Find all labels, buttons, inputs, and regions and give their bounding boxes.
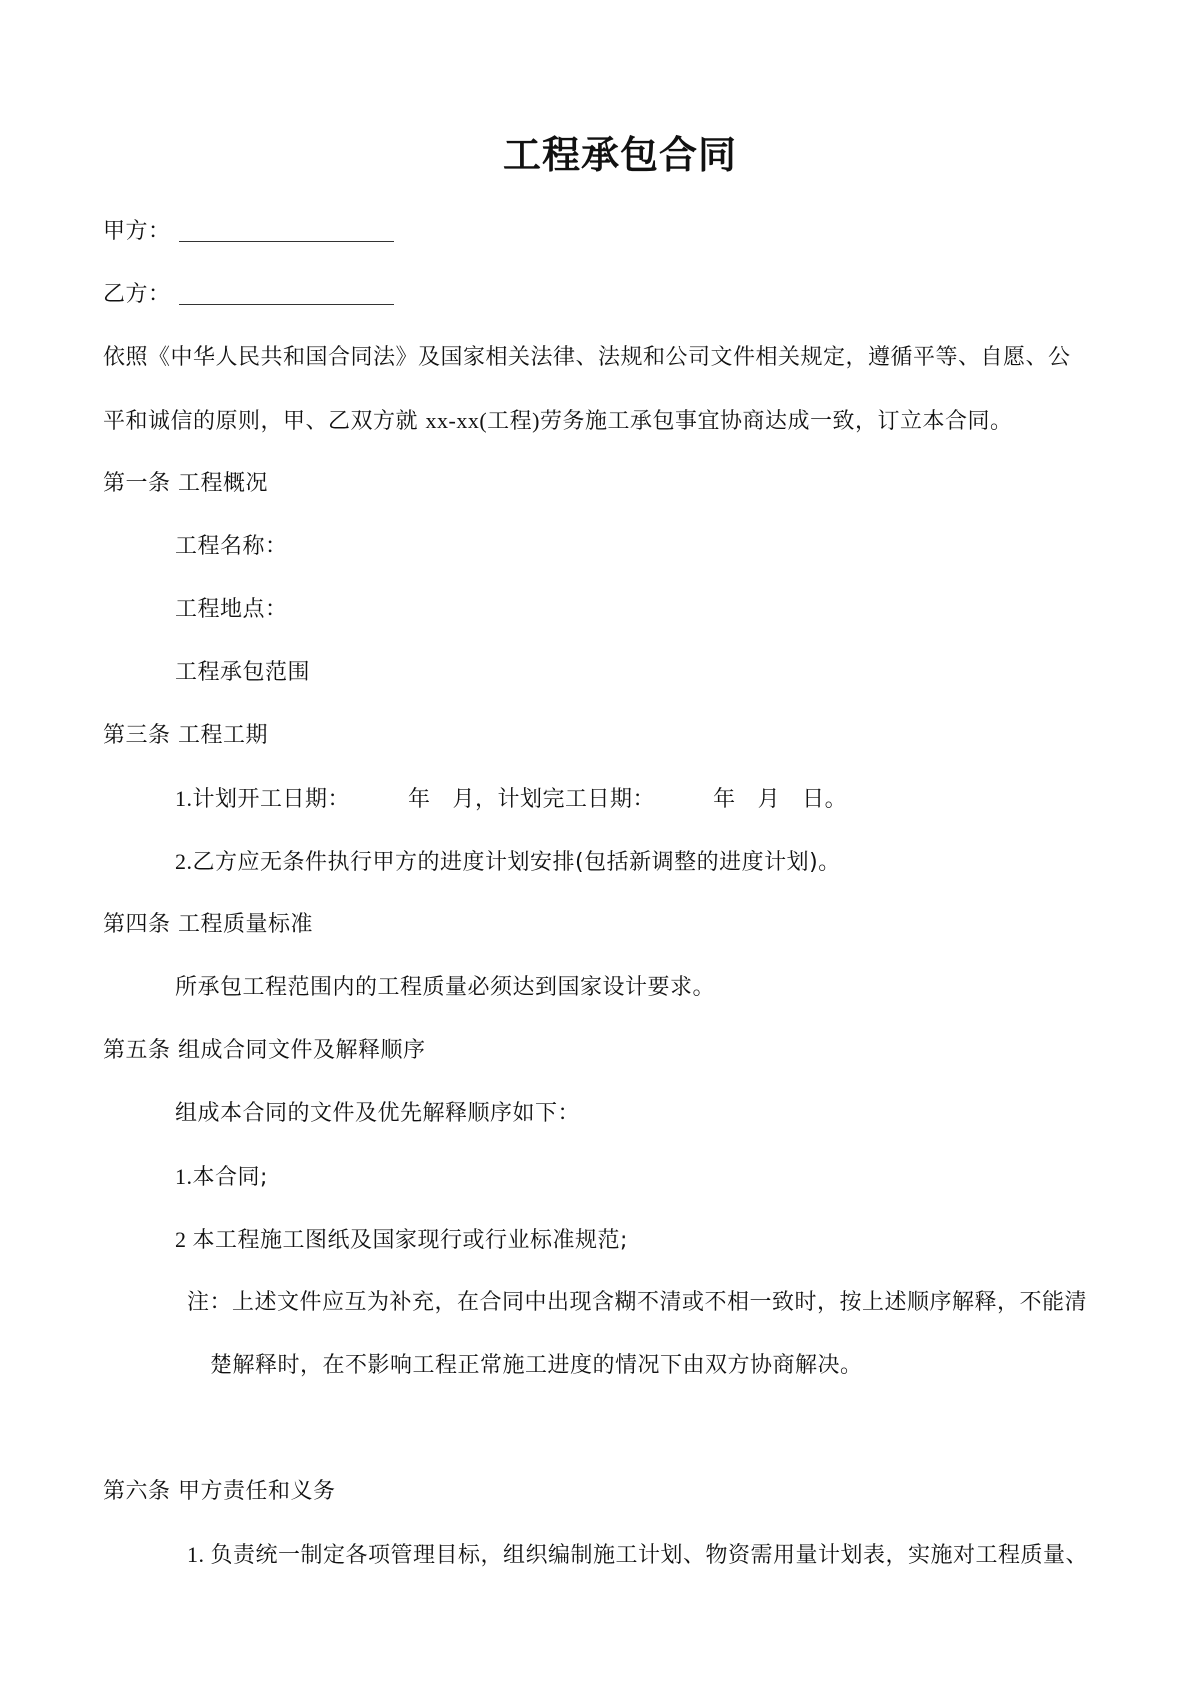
list-item-number: 1. [187, 1542, 211, 1567]
preamble-line-1: 依照《中华人民共和国合同法》及国家相关法律、法规和公司文件相关规定，遵循平等、自愿、公 [103, 345, 1071, 370]
list-item-text: 负责统一制定各项管理目标，组织编制施工计划、物资需用量计划表，实施对工程质量、 [210, 1543, 1089, 1568]
schedule-item-2-number: 2. [175, 849, 193, 874]
documents-note-line-2: 楚解释时，在不影响工程正常施工进度的情况下由双方协商解决。 [210, 1353, 863, 1378]
end-year-label: 年 [713, 787, 736, 812]
article-6-heading: 第六条 甲方责任和义务 [103, 1479, 336, 1504]
start-date-label: 计划开工日期： [192, 787, 351, 812]
list-item-text: 本工程施工图纸及国家现行或行业标准规范; [192, 1228, 628, 1253]
project-scope-label: 工程承包范围 [175, 660, 311, 685]
end-month-label: 月 [757, 787, 781, 812]
list-item-text: 本合同; [192, 1165, 268, 1190]
preamble-project-word: 工程 [487, 409, 533, 434]
list-item-number: 1. [175, 1164, 193, 1189]
party-a-line [103, 217, 394, 247]
start-month-label: 月， [452, 787, 498, 812]
article-1-heading: 第一条 工程概况 [103, 471, 268, 496]
schedule-item-2 [175, 847, 841, 878]
article-4-heading: 第四条 工程质量标准 [103, 912, 313, 937]
document-title: 工程承包合同 [502, 133, 737, 177]
end-day-label: 日。 [802, 787, 848, 812]
project-location-label: 工程地点： [175, 597, 288, 622]
preamble-text-before: 平和诚信的原则，甲、乙双方就 [103, 409, 426, 434]
preamble-line-2 [103, 406, 1013, 437]
article-5-heading: 第五条 组成合同文件及解释顺序 [103, 1038, 426, 1063]
schedule-item-2-text: 乙方应无条件执行甲方的进度计划安排 [192, 850, 576, 875]
documents-intro-text: 组成本合同的文件及优先解释顺序如下： [175, 1101, 581, 1126]
project-name-label: 工程名称： [175, 534, 288, 559]
party-a-label: 甲方： [103, 219, 171, 244]
schedule-item-number: 1. [175, 786, 193, 811]
party-b-line [103, 280, 394, 310]
documents-list-item-2 [175, 1225, 628, 1256]
end-date-label: 计划完工日期： [497, 787, 656, 812]
schedule-dates-line [175, 784, 847, 815]
party-a-blank-field[interactable] [179, 219, 394, 242]
preamble-close-paren: ) [532, 408, 540, 433]
documents-note-line-1: 注：上述文件应互为补充，在合同中出现含糊不清或不相一致时，按上述顺序解释，不能清 [187, 1290, 1088, 1315]
start-year-label: 年 [408, 787, 431, 812]
article-3-heading: 第三条 工程工期 [103, 723, 268, 748]
documents-list-item-1 [175, 1162, 268, 1193]
party-a-duty-item-1 [187, 1540, 1088, 1571]
quality-standard-text: 所承包工程范围内的工程质量必须达到国家设计要求。 [175, 975, 716, 1000]
preamble-project-code: xx-xx( [425, 408, 488, 433]
schedule-item-2-paren: (包括新调整的进度计划)。 [575, 850, 841, 875]
preamble-text-after: 劳务施工承包事宜协商达成一致，订立本合同。 [540, 409, 1013, 434]
party-b-label: 乙方： [103, 282, 171, 307]
party-b-blank-field[interactable] [179, 282, 394, 305]
list-item-number: 2 [175, 1227, 193, 1252]
